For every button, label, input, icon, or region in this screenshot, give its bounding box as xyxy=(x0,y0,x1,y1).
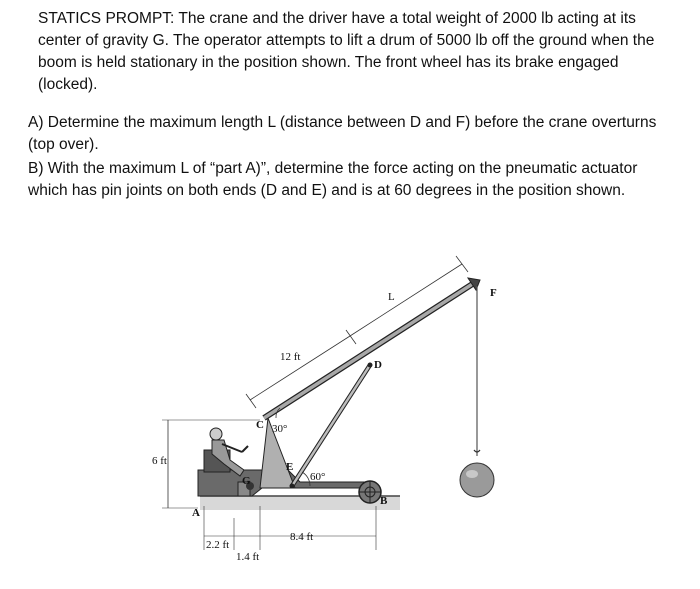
label-E: E xyxy=(286,461,294,473)
label-C: C xyxy=(256,419,264,431)
pin-D xyxy=(368,363,373,368)
label-2-2ft: 2.2 ft xyxy=(206,539,230,551)
label-30deg: 30° xyxy=(272,423,288,435)
part-a-line-2: (top over). xyxy=(28,136,99,153)
dim-tick-12ft-start xyxy=(246,394,256,408)
label-A: A xyxy=(192,507,200,519)
label-60deg: 60° xyxy=(310,471,326,483)
drum-highlight xyxy=(466,470,478,478)
label-L: L xyxy=(388,291,395,303)
label-B: B xyxy=(380,495,388,507)
statement-line-1: STATICS PROMPT: The crane and the driver have a total weight of 2000 lb acting at its xyxy=(38,10,636,27)
steering-wheel xyxy=(242,446,248,452)
dim-tick-12ft-end xyxy=(346,330,356,344)
label-8-4ft: 8.4 ft xyxy=(290,531,314,543)
drum-weight xyxy=(460,463,494,497)
label-G: G xyxy=(242,475,251,487)
problem-statement xyxy=(38,8,678,96)
label-F: F xyxy=(490,287,497,299)
label-6ft: 6 ft xyxy=(152,455,167,467)
crane-diagram xyxy=(150,238,520,578)
part-a-question xyxy=(28,112,676,156)
part-a-line-1: A) Determine the maximum length L (distance between D and F) before the crane overturns xyxy=(28,114,657,131)
part-b-line-1: B) With the maximum L of “part A)”, determine the force acting on the pneumatic actuator xyxy=(28,160,638,177)
pin-E xyxy=(290,484,295,489)
statement-line-3: boom is held stationary in the position shown. The front wheel has its brake engaged xyxy=(38,54,619,71)
part-b-question xyxy=(28,158,676,202)
label-D: D xyxy=(374,359,382,371)
part-b-line-2: which has pin joints on both ends (D and E) and is at 60 degrees in the position shown. xyxy=(28,182,626,199)
dim-line-12ft xyxy=(250,336,350,400)
label-1-4ft: 1.4 ft xyxy=(236,551,260,563)
label-12ft: 12 ft xyxy=(280,351,301,363)
statement-line-4: (locked). xyxy=(38,76,98,93)
dim-tick-L-end xyxy=(456,256,468,272)
pneumatic-actuator-fill xyxy=(292,365,370,486)
driver-head xyxy=(210,428,222,440)
statement-line-2: center of gravity G. The operator attempts to lift a drum of 5000 lb off the ground when the xyxy=(38,32,655,49)
